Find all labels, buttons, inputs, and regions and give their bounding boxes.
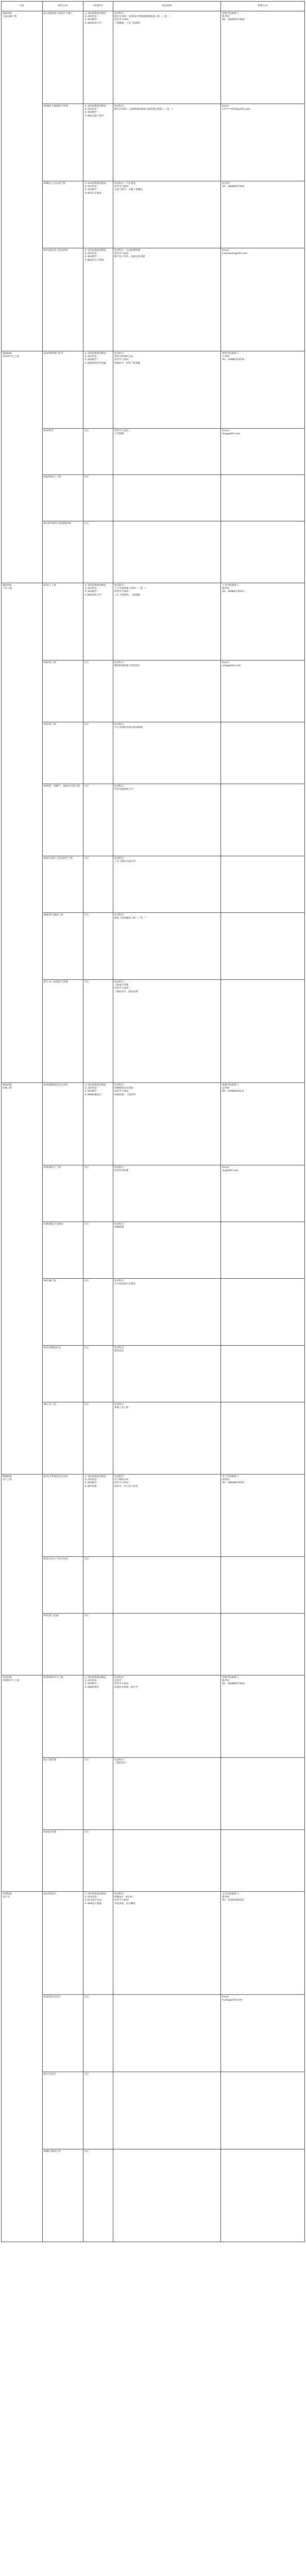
notes-cell: 复试科目： 电力系统分析 同等学力加试： 电机学、电力电子技术: [113, 1475, 220, 1557]
major-cell: 080800 电气工程: [2, 1475, 43, 1675]
contact-cell: [221, 2072, 305, 2149]
table-row: [2, 248, 305, 351]
notes-cell: 同等学力加试： 大学物理: [113, 429, 220, 475]
contact-cell: [221, 1402, 305, 1475]
notes-cell: [113, 521, 220, 583]
direction-cell: 04供热、供燃气、通风及空调工程: [42, 784, 83, 856]
contact-cell: 管理学院联系人： 陈老师 Tel：18085671918: [221, 1675, 305, 1758]
contact-cell: [221, 1758, 305, 1830]
contact-cell: 机械学院联系人： 吴老师 Tel：13985010231: [221, 1083, 305, 1165]
exam-cell: 同上: [83, 980, 113, 1083]
major-cell: 120100 管理科学与工程: [2, 1675, 43, 1892]
contact-cell: [221, 475, 305, 521]
contact-cell: Email： 177****6745@163.com: [221, 104, 305, 181]
notes-cell: 复试科目： 传热学或流体力学: [113, 784, 220, 856]
exam-cell: 同上: [83, 722, 113, 784]
table-row: [2, 1279, 305, 1346]
contact-cell: [221, 1614, 305, 1675]
admissions-table: [1, 1, 305, 2242]
contact-cell: [221, 1346, 305, 1402]
direction-cell: 04数字媒体艺术: [42, 2149, 83, 2242]
direction-cell: 01环境设计: [42, 1892, 83, 1995]
contact-cell: [221, 722, 305, 784]
table-row: [2, 521, 305, 583]
exam-cell: 同上: [83, 2072, 113, 2149]
exam-cell: 同上: [83, 1557, 113, 1614]
contact-cell: Email： huang@163.com: [221, 1995, 305, 2072]
notes-cell: 复试科目： 汽车构造或汽车理论: [113, 1279, 220, 1346]
notes-cell: 复试科目： 材料分析测试方法 同等学力加试： 物理化学、材料工程基础: [113, 351, 220, 429]
notes-cell: 复试科目： 运筹学 同等学力加试： 管理信息系统、统计学: [113, 1675, 220, 1758]
exam-cell: ① 101思想政治理论 ② 201英语一 ③ 302数学二 ④ 805材料科学基础: [83, 351, 113, 429]
exam-cell: ① 101思想政治理论 ② 201英语一 ③ 301数学一 ④ 801结构力学: [83, 11, 113, 104]
notes-cell: 复试科目： 钢结构或混凝土结构设计: [113, 660, 220, 722]
exam-cell: ① 101思想政治理论 ② 201英语一 ③ 301数学一 ④ 803汽车理论: [83, 181, 113, 248]
direction-cell: 02电力电子与电力传动: [42, 1557, 83, 1614]
direction-cell: 03项目管理: [42, 1830, 83, 1892]
direction-cell: 04交通信息工程及控制: [42, 248, 83, 351]
contact-cell: Email： wu@163.com: [221, 1165, 305, 1222]
direction-cell: 01管理科学与工程: [42, 1675, 83, 1758]
table-row: [2, 856, 305, 913]
contact-cell: [221, 856, 305, 913]
notes-cell: [113, 2072, 220, 2149]
direction-cell: 05防灾减灾工程及防护工程: [42, 856, 83, 913]
exam-cell: 同上: [83, 1165, 113, 1222]
table-row: [2, 1165, 305, 1222]
direction-cell: 03电机与电器: [42, 1614, 83, 1675]
notes-cell: 复试科目： 机电传动控制: [113, 1165, 220, 1222]
contact-cell: [221, 1830, 305, 1892]
contact-cell: [221, 980, 305, 1083]
contact-cell: 陈老师 Tel：18085671918: [221, 181, 305, 248]
col-header-direction: 研究方向: [42, 2, 83, 11]
col-header-contact: 联系方式: [221, 2, 305, 11]
contact-cell: 土木学院联系人： 杨老师 Tel：18984175012: [221, 583, 305, 660]
direction-cell: 01岩土工程: [42, 583, 83, 660]
direction-cell: 03产品设计: [42, 2072, 83, 2149]
notes-cell: [113, 475, 220, 521]
contact-cell: [221, 1279, 305, 1346]
major-cell: 130500 设计学: [2, 1892, 43, 2242]
notes-cell: 复试科目： 机械原理: [113, 1222, 220, 1279]
direction-cell: 01电力系统及其自动化: [42, 1475, 83, 1557]
direction-cell: 02工程管理: [42, 1758, 83, 1830]
exam-cell: 同上: [83, 784, 113, 856]
table-row: [2, 980, 305, 1083]
table-row: [2, 475, 305, 521]
table-row: [2, 1995, 305, 2072]
col-header-major: 专业: [2, 2, 43, 11]
exam-cell: 同上: [83, 1346, 113, 1402]
direction-cell: 02城市交通规划与管理: [42, 104, 83, 181]
direction-cell: 02视觉传达设计: [42, 1995, 83, 2072]
table-row: [2, 1675, 305, 1758]
exam-cell: 同上: [83, 1995, 113, 2072]
notes-cell: 复试科目： 土力学或混凝土结构（二选一） 同等学力加试： 土木工程材料、工程测量: [113, 583, 220, 660]
direction-cell: 05先进制造技术: [42, 1346, 83, 1402]
exam-cell: ① 101思想政治理论 ② 201英语一 ③ 301数学一 ④ 804信号与系统: [83, 248, 113, 351]
exam-cell: 同上: [83, 856, 113, 913]
notes-cell: [113, 2149, 220, 2242]
contact-cell: [221, 521, 305, 583]
contact-cell: [221, 1557, 305, 1614]
exam-cell: 同上: [83, 429, 113, 475]
direction-cell: 03材料加工工程: [42, 475, 83, 521]
table-row: [2, 1475, 305, 1557]
table-row: [2, 1758, 305, 1830]
exam-cell: 同上: [83, 1830, 113, 1892]
contact-cell: [221, 2149, 305, 2242]
direction-cell: 02结构工程: [42, 660, 83, 722]
notes-cell: 复试科目： 基础工业工程: [113, 1402, 220, 1475]
table-row: [2, 11, 305, 104]
notes-cell: 复试科目： 土木工程防灾减灾学: [113, 856, 220, 913]
table-row: [2, 181, 305, 248]
table-row: [2, 660, 305, 722]
notes-cell: 复试科目： 研究方向02：交通规划原理或交通管理与控制（二选一）: [113, 104, 220, 181]
notes-cell: 复试科目： 快题设计（6小时） 同等学力加试： 手绘表现、设计概论: [113, 1892, 220, 1995]
table-row: [2, 1083, 305, 1165]
table-row: [2, 1346, 305, 1402]
contact-cell: [221, 1222, 305, 1279]
major-cell: 082300 交通运输工程: [2, 11, 43, 351]
direction-cell: 04 纳米材料与新能源材料: [42, 521, 83, 583]
contact-cell: [221, 913, 305, 980]
direction-cell: 03机械设计及理论: [42, 1222, 83, 1279]
exam-cell: 同上: [83, 1758, 113, 1830]
direction-cell: 01机械制造及其自动化: [42, 1083, 83, 1165]
notes-cell: [113, 1995, 220, 2072]
table-row: [2, 1830, 305, 1892]
notes-cell: 复试科目： 研究方向01：结构设计原理或路基路面工程（二选一） 同等学力加试： 工程测量、土木工程材料: [113, 11, 220, 104]
direction-cell: 01交通基础工程设计与施工: [42, 11, 83, 104]
exam-cell: 同上: [83, 475, 113, 521]
exam-cell: ① 101思想政治理论 ② 201英语一 ③ 301数学一 ④ 807电路: [83, 1475, 113, 1557]
table-row: [2, 104, 305, 181]
contact-cell: Email： fang@163.com: [221, 429, 305, 475]
table-row: [2, 1892, 305, 1995]
exam-cell: 同上: [83, 2149, 113, 2242]
direction-cell: 07土木工程建造与管理: [42, 980, 83, 1083]
major-cell: 081400 土木工程: [2, 583, 43, 1083]
contact-cell: Email： yang@163.com: [221, 660, 305, 722]
table-body: [2, 11, 305, 2242]
table-row: [2, 913, 305, 980]
exam-cell: ① 101思想政治理论 ② 201英语一 ③ 301数学一 ④ 806机械设计: [83, 1083, 113, 1165]
col-header-notes: 复试说明: [113, 2, 220, 11]
notes-cell: 复试科目： 数控技术: [113, 1346, 220, 1402]
direction-cell: 06工业工程: [42, 1402, 83, 1475]
table-row: [2, 351, 305, 429]
notes-cell: 复试科目： 桥梁工程或隧道工程（二选一）: [113, 913, 220, 980]
contact-cell: 电气学院联系人： 胡老师 Tel：18608573016: [221, 1475, 305, 1557]
exam-cell: 同上: [83, 1402, 113, 1475]
header-row: [2, 2, 305, 11]
direction-cell: 01材料物理与化学: [42, 351, 83, 429]
table-row: [2, 1222, 305, 1279]
exam-cell: 同上: [83, 1614, 113, 1675]
contact-cell: 材料学院联系人： 方老师 Tel：13985123576: [221, 351, 305, 429]
table-row: [2, 2149, 305, 2242]
contact-cell: [221, 784, 305, 856]
exam-cell: 同上: [83, 660, 113, 722]
table-row: [2, 722, 305, 784]
exam-cell: 同上: [83, 913, 113, 980]
contact-cell: Email： chenlaoshi@163.com: [221, 248, 305, 351]
direction-cell: 04车辆工程: [42, 1279, 83, 1346]
major-cell: 080200 机械工程: [2, 1083, 43, 1475]
major-cell: 080500 材料科学与工程: [2, 351, 43, 583]
notes-cell: 复试科目： 工程项目管理 同等学力加试： 工程经济学、建设法规: [113, 980, 220, 1083]
notes-cell: 复试科目： 工程经济学: [113, 1758, 220, 1830]
table-row: [2, 583, 305, 660]
direction-cell: 03市政工程: [42, 722, 83, 784]
notes-cell: 复试科目： 水力学或给水排水管网系统: [113, 722, 220, 784]
direction-cell: 03载运工具运用工程: [42, 181, 83, 248]
notes-cell: 复试科目：汽车构造 同等学力加试： 交通工程学、车辆工程概论: [113, 181, 220, 248]
direction-cell: 06桥梁与隧道工程: [42, 913, 83, 980]
table-row: [2, 429, 305, 475]
contact-cell: 管理学院联系人： 陈老师 Tel：18085671918: [221, 11, 305, 104]
contact-cell: 艺术学院联系人： 黄老师 Tel：13595183421: [221, 1892, 305, 1995]
exam-cell: 同上: [83, 521, 113, 583]
exam-cell: ① 101思想政治理论 ② 201英语一 ③ 303数学三 ④ 808管理学: [83, 1675, 113, 1758]
direction-cell: 02材料学: [42, 429, 83, 475]
table-row: [2, 784, 305, 856]
table-row: [2, 2072, 305, 2149]
table-row: [2, 1557, 305, 1614]
table-row: [2, 1614, 305, 1675]
notes-cell: 复试科目： 机械制造技术基础 同等学力加试： 机械原理、工程材料: [113, 1083, 220, 1165]
exam-cell: ① 101思想政治理论 ② 201英语一 ③ 301数学一 ④ 802交通工程学: [83, 104, 113, 181]
notes-cell: [113, 1830, 220, 1892]
exam-cell: ① 101思想政治理论 ② 201英语一 ③ 611设计史论 ④ 809设计基础: [83, 1892, 113, 1995]
table-row: [2, 1402, 305, 1475]
notes-cell: 复试科目：自动控制原理 同等学力加试： 数字电子技术、电路分析基础: [113, 248, 220, 351]
exam-cell: 同上: [83, 1279, 113, 1346]
exam-cell: ① 101思想政治理论 ② 201英语一 ③ 301数学一 ④ 801结构力学: [83, 583, 113, 660]
direction-cell: 02机械电子工程: [42, 1165, 83, 1222]
exam-cell: 同上: [83, 1222, 113, 1279]
notes-cell: [113, 1614, 220, 1675]
page: [0, 1, 306, 2576]
col-header-exam: 初试科目: [83, 2, 113, 11]
notes-cell: [113, 1557, 220, 1614]
